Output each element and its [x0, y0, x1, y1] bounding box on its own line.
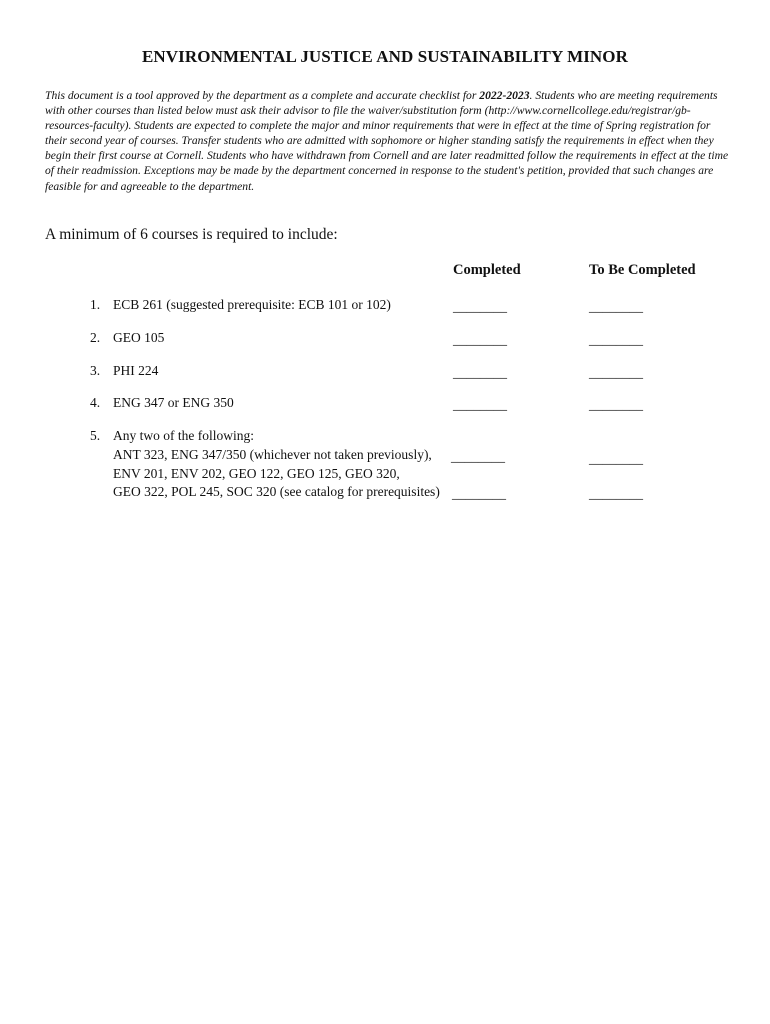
page-title: ENVIRONMENTAL JUSTICE AND SUSTAINABILITY MINOR	[141, 47, 629, 66]
completed-blank-5a[interactable]: ________	[451, 449, 505, 464]
item-text: PHI 224	[113, 363, 159, 378]
completed-column-header: Completed	[453, 262, 521, 278]
item-number: 5.	[90, 428, 101, 443]
completed-blank-3[interactable]: ________	[453, 365, 507, 380]
intro-paragraph	[45, 88, 730, 194]
completed-blank-5b[interactable]: ________	[452, 486, 506, 501]
minimum-courses-text: A minimum of 6 courses is required to include:	[45, 226, 338, 243]
to-be-completed-blank-1[interactable]: ________	[589, 299, 643, 314]
item-text: ECB 261 (suggested prerequisite: ECB 101 or 102)	[113, 297, 391, 312]
requirement-item-4	[90, 394, 234, 412]
item-text: ENG 347 or ENG 350	[113, 395, 234, 410]
item-number: 2.	[90, 330, 101, 345]
completed-blank-1[interactable]: ________	[453, 299, 507, 314]
to-be-completed-blank-2[interactable]: ________	[589, 332, 643, 347]
item-5-line-1: ANT 323, ENG 347/350 (whichever not taken previously),	[113, 447, 432, 462]
to-be-completed-blank-4[interactable]: ________	[589, 397, 643, 412]
requirement-item-2	[90, 329, 164, 347]
completed-blank-4[interactable]: ________	[453, 397, 507, 412]
academic-year: 2022-2023	[479, 89, 530, 102]
intro-text-start: This document is a tool approved by the department as a complete and accurate checklist for	[45, 89, 480, 102]
to-be-completed-blank-3[interactable]: ________	[589, 365, 643, 380]
item-number: 3.	[90, 363, 101, 378]
item-number: 4.	[90, 395, 101, 410]
requirement-item-3	[90, 362, 158, 380]
item-text: Any two of the following:	[113, 428, 254, 443]
completed-blank-2[interactable]: ________	[453, 332, 507, 347]
to-be-completed-column-header: To Be Completed	[589, 262, 696, 278]
to-be-completed-blank-5a[interactable]: ________	[589, 451, 643, 466]
intro-text-rest: . Students who are meeting requirements with other courses than listed below must ask their advisor to file the waiver/substitution form (http://www.cornellcollege.edu/registrar/gb-resources-faculty). Students are expected to complete the major and minor requirements that were in effect at the time of Spring registration for their second year of courses. Transfer students who are admitted with sophomore or higher standing satisfy the requirements in effect when they begin their first course at Cornell. Students who have withdrawn from Cornell and are later readmitted follow the requirements in effect at the time of their readmission. Exceptions may be made by the department concerned in response to the student's petition, provided that such changes are feasible for and agreeable to the department.	[45, 89, 729, 193]
requirement-item-1	[90, 296, 391, 314]
item-5-line-2: ENV 201, ENV 202, GEO 122, GEO 125, GEO 320,	[113, 466, 400, 481]
item-text: GEO 105	[113, 330, 165, 345]
to-be-completed-blank-5b[interactable]: ________	[589, 486, 643, 501]
item-5-line-3: GEO 322, POL 245, SOC 320 (see catalog for prerequisites)	[113, 484, 440, 499]
requirement-item-5	[90, 427, 254, 445]
item-number: 1.	[90, 297, 101, 312]
